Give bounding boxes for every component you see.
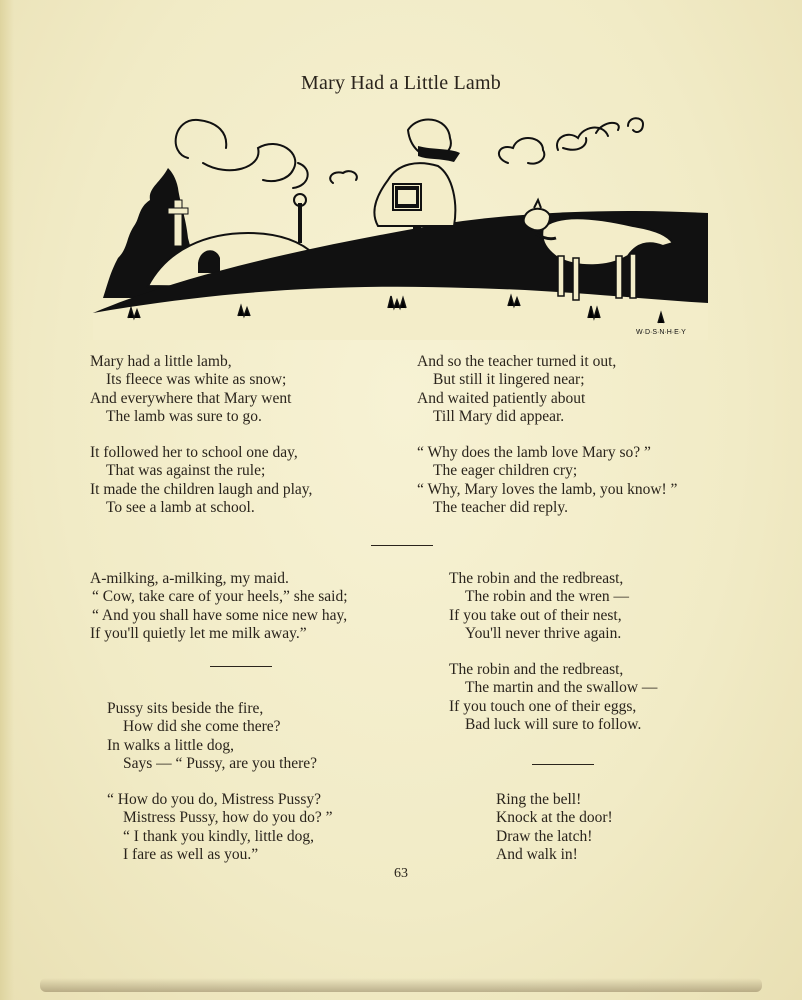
poem-line: You'll never thrive again. <box>465 624 622 642</box>
girl-and-lamb-illustration <box>88 108 713 340</box>
poem-line: Pussy sits beside the fire, <box>107 700 264 717</box>
poem-line: Bad luck will sure to follow. <box>465 716 642 734</box>
poem-line: “ Why does the lamb love Mary so? ” <box>417 444 651 462</box>
poem-line: And walk in! <box>496 845 578 863</box>
page-number: 63 <box>394 866 408 881</box>
poem-line: The martin and the swallow — <box>465 679 658 697</box>
section-divider <box>371 545 433 546</box>
poem-line: The teacher did reply. <box>433 499 568 517</box>
section-divider <box>532 764 594 765</box>
poem-line: “ And you shall have some nice new hay, <box>92 606 348 624</box>
poem-line: Says — “ Pussy, are you there? <box>123 754 317 772</box>
poem-line: And so the teacher turned it out, <box>417 353 617 370</box>
poem-line: The robin and the redbreast, <box>449 570 624 587</box>
poem-line: Till Mary did appear. <box>433 407 565 425</box>
poem-line: Ring the bell! <box>496 791 582 808</box>
page-title: Mary Had a Little Lamb <box>301 72 501 94</box>
poem-line: That was against the rule; <box>106 462 266 480</box>
poem-line: Draw the latch! <box>496 827 593 845</box>
poem-line: The eager children cry; <box>433 462 578 480</box>
poem-line: “ Cow, take care of your heels,” she said; <box>92 588 348 606</box>
poem-line: Mary had a little lamb, <box>90 353 232 370</box>
poem-line: Knock at the door! <box>496 809 613 827</box>
page-bottom-shadow <box>40 978 762 992</box>
poem-line: Its fleece was white as snow; <box>106 371 287 389</box>
poem-line: If you'll quietly let me milk away.” <box>90 624 307 642</box>
illustration-signature: W·D·S·N·H·E·Y <box>636 329 686 336</box>
poem-line: The lamb was sure to go. <box>106 407 262 425</box>
poem-line: But still it lingered near; <box>433 371 585 389</box>
poem-line: How did she come there? <box>123 718 281 736</box>
poem-line: “ I thank you kindly, little dog, <box>123 827 314 845</box>
poem-line: The robin and the redbreast, <box>449 661 624 679</box>
poem-line: “ How do you do, Mistress Pussy? <box>107 791 321 809</box>
page-edge <box>0 0 14 1000</box>
poem-line: To see a lamb at school. <box>106 499 255 517</box>
poem-line: If you take out of their nest, <box>449 606 622 624</box>
poem-line: And waited patiently about <box>417 389 586 407</box>
poem-line: And everywhere that Mary went <box>90 389 292 407</box>
poem-line: The robin and the wren — <box>465 588 629 606</box>
poem-mary-right <box>417 353 677 517</box>
poem-line: It followed her to school one day, <box>90 444 298 462</box>
section-divider <box>210 666 272 667</box>
poem-bell <box>496 791 613 864</box>
poem-line: In walks a little dog, <box>107 736 234 754</box>
poem-mary-left <box>90 353 312 517</box>
poem-line: It made the children laugh and play, <box>90 480 313 498</box>
poem-milking <box>90 570 348 643</box>
poem-robin <box>449 570 657 734</box>
poem-line: “ Why, Mary loves the lamb, you know! ” <box>417 480 678 498</box>
poem-pussy <box>107 700 333 864</box>
poem-line: I fare as well as you.” <box>123 846 259 864</box>
poem-line: A-milking, a-milking, my maid. <box>90 570 289 587</box>
poem-line: Mistress Pussy, how do you do? ” <box>123 809 333 827</box>
poem-line: If you touch one of their eggs, <box>449 697 637 715</box>
